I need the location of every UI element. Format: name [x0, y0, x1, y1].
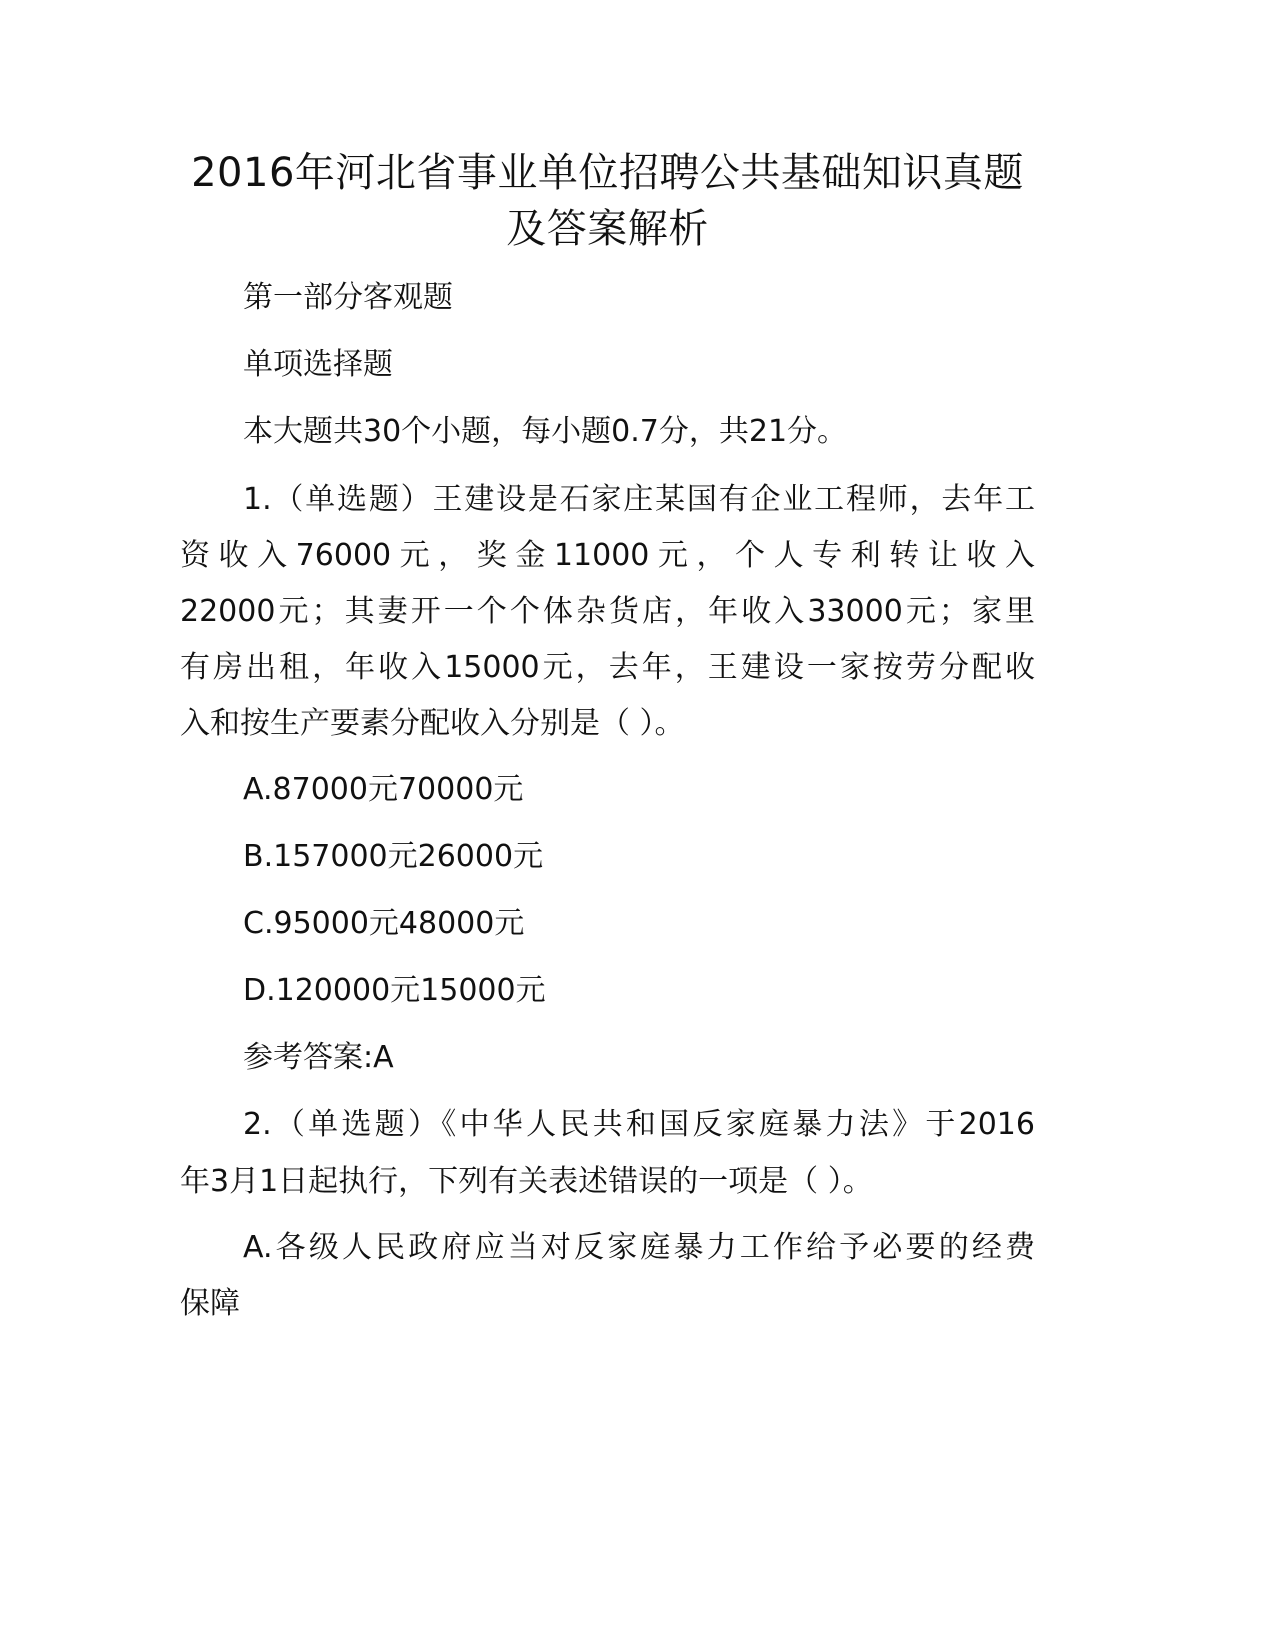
section-part-heading: 第一部分客观题	[243, 280, 453, 315]
question-1-answer: 参考答案:A	[243, 1040, 394, 1075]
question-1-line-5: 入和按生产要素分配收入分别是（ ）。	[180, 706, 685, 741]
document-title-line-2: 及答案解析	[506, 206, 709, 252]
question-1-option-d: D.120000元15000元	[243, 973, 546, 1008]
question-2-line-1: 2.（单选题）《中华人民共和国反家庭暴力法》于2016	[243, 1107, 1035, 1142]
question-2-option-a-line-2: 保障	[180, 1286, 240, 1321]
question-1-line-2: 资收入76000元，奖金11000元，个人专利转让收入	[180, 538, 1035, 573]
question-1-option-a: A.87000元70000元	[243, 772, 524, 807]
section-type-heading: 单项选择题	[243, 347, 393, 382]
question-2-line-2: 年3月1日起执行，下列有关表述错误的一项是（ ）。	[180, 1164, 873, 1199]
section-intro: 本大题共30个小题，每小题0.7分，共21分。	[243, 414, 848, 449]
question-1-option-b: B.157000元26000元	[243, 839, 544, 874]
question-1-line-3: 22000元；其妻开一个个体杂货店，年收入33000元；家里	[180, 594, 1035, 629]
question-1-line-4: 有房出租，年收入15000元，去年，王建设一家按劳分配收	[180, 650, 1035, 685]
document-title-line-1: 2016年河北省事业单位招聘公共基础知识真题	[191, 150, 1024, 196]
question-2-option-a-line-1: A.各级人民政府应当对反家庭暴力工作给予必要的经费	[243, 1230, 1035, 1265]
question-1-line-1: 1.（单选题）王建设是石家庄某国有企业工程师，去年工	[243, 482, 1035, 517]
question-1-option-c: C.95000元48000元	[243, 906, 525, 941]
document-page	[180, 0, 1035, 1650]
